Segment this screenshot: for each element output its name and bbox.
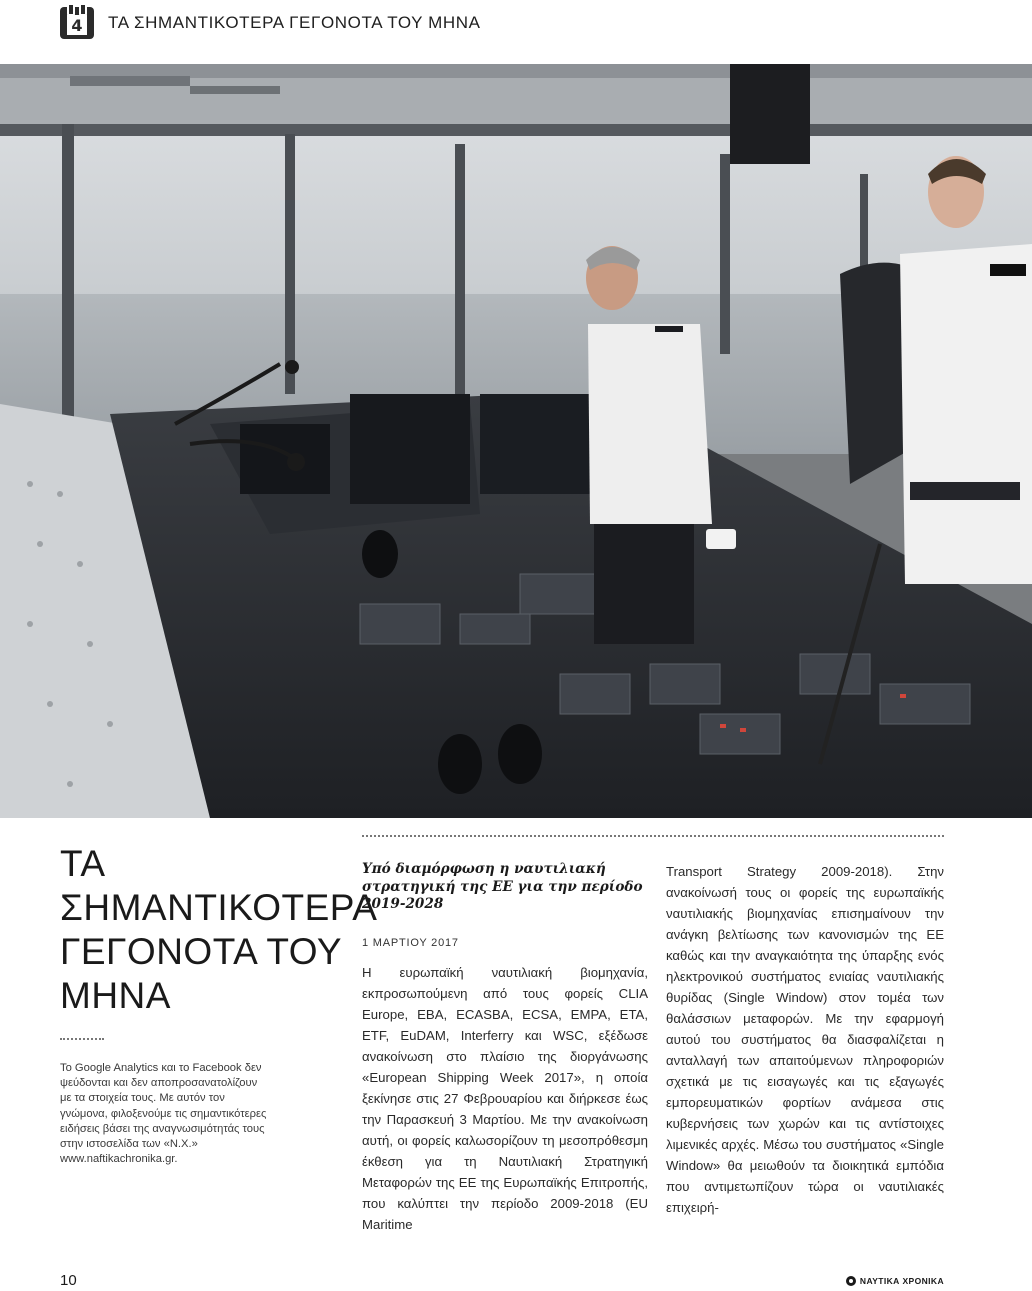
page-header	[60, 6, 481, 40]
sidebar-note: Το Google Analytics και το Facebook δεν ψεύδονται και δεν αποπροσανατολίζουν με τα στοιχεία τους. Με αυτόν τον γνώμονα, φιλοξενούμε τις σημαντικότερες ειδήσεις βάσει της αναγνωσιμότητάς τους στην ιστοσελίδα των «Ν.Χ.» www.naftikachronika.gr.	[60, 1062, 267, 1166]
section-number: 4	[67, 15, 87, 35]
page-number: 10	[60, 1272, 77, 1289]
feature-title: ΤΑ ΣΗΜΑΝΤΙΚΟΤΕΡΑ ΓΕΓΟΝΟΤΑ ΤΟΥ ΜΗΝΑ	[60, 843, 376, 1016]
article-column-1: Η ευρωπαϊκή ναυτιλιακή βιομηχανία, εκπροσωπούμενη από τους φορείς CLIA Europe, EBA, ECASBA, ECSA, EMPA, ETA, ETF, EuDAM, Interferry και WSC, εξέδωσε ανακοίνωση στο πλαίσιο της διοργάνωσης «European Shipping Week 2017», η οποία ξεκίνησε στις 27 Φεβρουαρίου και διήρκεσε έως την Παρασκευή 3 Μαρτίου. Με την ανακοίνωση αυτή, οι φορείς καλωσορίζουν τη μεσοπρόθεσμη έκθεση για τη Ναυτιλιακή Στρατηγική Μεταφορών της ΕΕ της Ευρωπαϊκής Επιτροπής, που καλύπτει την περίοδο 2009-2018 (EU Maritime	[362, 965, 648, 1232]
article-date: 1 ΜΑΡΤΙΟΥ 2017	[362, 937, 459, 949]
article-column-2: Transport Strategy 2009-2018). Στην ανακοίνωσή τους οι φορείς της ευρωπαϊκής ναυτιλιακής βιομηχανίας επισημαίνουν την ανάγκη βελτίωσης των κανονισμών της ΕΕ καθώς και την αναγκαιότητα της ύπαρξης ενός ηλεκτρονικού συστήματος ενιαίας ναυτιλιακής θυρίδας (Single Window) στον τομέα των θαλάσσιων μεταφορών. Με την εφαρμογή αυτού του συστήματος θα διασφαλίζεται η ανταλλαγή των απαιτούμενων πληροφοριών σχετικά με τις εισαγωγές και τις εξαγωγές εμπορευματικών φορτίων ανάμεσα στις κυβερνήσεις των χωρών και τις αντίστοιχες λιμενικές αρχές. Μέσω του συστήματος «Single Window» θα μειωθούν τα διοικητικά εμπόδια που αντιμετωπίζουν τώρα οι ναυτιλιακές επιχειρή-	[666, 864, 944, 1215]
article-divider	[362, 835, 944, 837]
brand-logo-icon	[846, 1276, 856, 1286]
section-title: ΤΑ ΣΗΜΑΝΤΙΚΟΤΕΡΑ ΓΕΓΟΝΟΤΑ ΤΟΥ ΜΗΝΑ	[108, 13, 481, 32]
divider	[60, 1038, 104, 1040]
article-headline: Υπό διαμόρφωση η ναυτιλιακή στρατηγική της ΕΕ για την περίοδο 2019-2028	[362, 861, 643, 912]
brand-name: ΝΑΥΤΙΚΑ ΧΡΟΝΙΚΑ	[859, 1276, 944, 1286]
ship-bridge-photo	[0, 64, 1032, 818]
publication-brand	[846, 1276, 944, 1286]
calendar-icon	[60, 7, 94, 39]
